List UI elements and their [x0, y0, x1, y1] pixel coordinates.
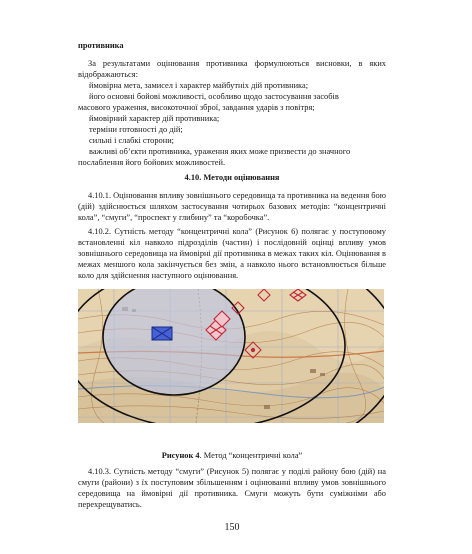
- bullet-line: його основні бойові можливості, особливо щодо застосування засобів: [89, 92, 339, 101]
- section-title: 4.10. Методи оцінювання: [184, 173, 280, 182]
- concentric-circles-figure: [78, 289, 384, 423]
- bullet-line: важливі об’єкти противника, ураження яких може призвести до значного: [89, 147, 351, 156]
- bullet-line: сильні і слабкі сторони;: [89, 136, 175, 145]
- friendly-unit-icon: [152, 327, 172, 340]
- paragraph-4-10-2: 4.10.2. Сутність методу “концентричні кола” (Рисунок 6) полягає у поступовому встановленні кіл навколо підрозділів (частин) і послідовній оцінці впливу умов зовнішнього середовища на ймовірні дії противника в межах таких кіл. Оцінювання в межах меншого кола закінчується без змін, а навколо нього встановлюється більше коло для здійснення наступного оцінювання.: [78, 227, 386, 280]
- inner-circle: [103, 289, 245, 395]
- paragraph-4-10-3: 4.10.3. Сутність методу “смуги” (Рисунок 5) полягає у поділі району бою (дій) на смуги (райони) з їх поступовим збільшенням і оцінюванні впливу умов зовнішнього середовища на ймовірні дії противника. Смуги можуть бути суміжніми або перехрещуватись.: [78, 467, 386, 509]
- bullet-line: терміни готовності до дій;: [89, 125, 183, 134]
- intro-paragraph: За результатами оцінювання противника формулюються висновки, в яких відображаються:: [78, 59, 386, 79]
- figure-caption-text: . Метод “концентричні кола”: [199, 451, 303, 460]
- page-number: 150: [224, 522, 240, 533]
- bullet-line: ймовірна мета, замисел і характер майбутніх дій противника;: [89, 81, 309, 90]
- bullet-line: ймовірний характер дій противника;: [89, 114, 220, 123]
- section-header-fragment: противника: [78, 41, 124, 50]
- bullet-line: масового ураження, високоточної зброї, завдання ударів з повітря;: [78, 103, 315, 112]
- figure-caption-label: Рисунок 4: [161, 451, 200, 460]
- paragraph-4-10-1: 4.10.1. Оцінювання впливу зовнішнього середовища та противника на ведення бою (дій) здійснюється шляхом застосування чотирьох базових методів: “концентричні кола”, “смуги”, “проспект у глибину” та “коробочка”.: [78, 191, 386, 222]
- bullet-line: послаблення його бойових можливостей.: [78, 158, 226, 167]
- topographic-map: [78, 289, 384, 423]
- figure-caption: [78, 450, 386, 461]
